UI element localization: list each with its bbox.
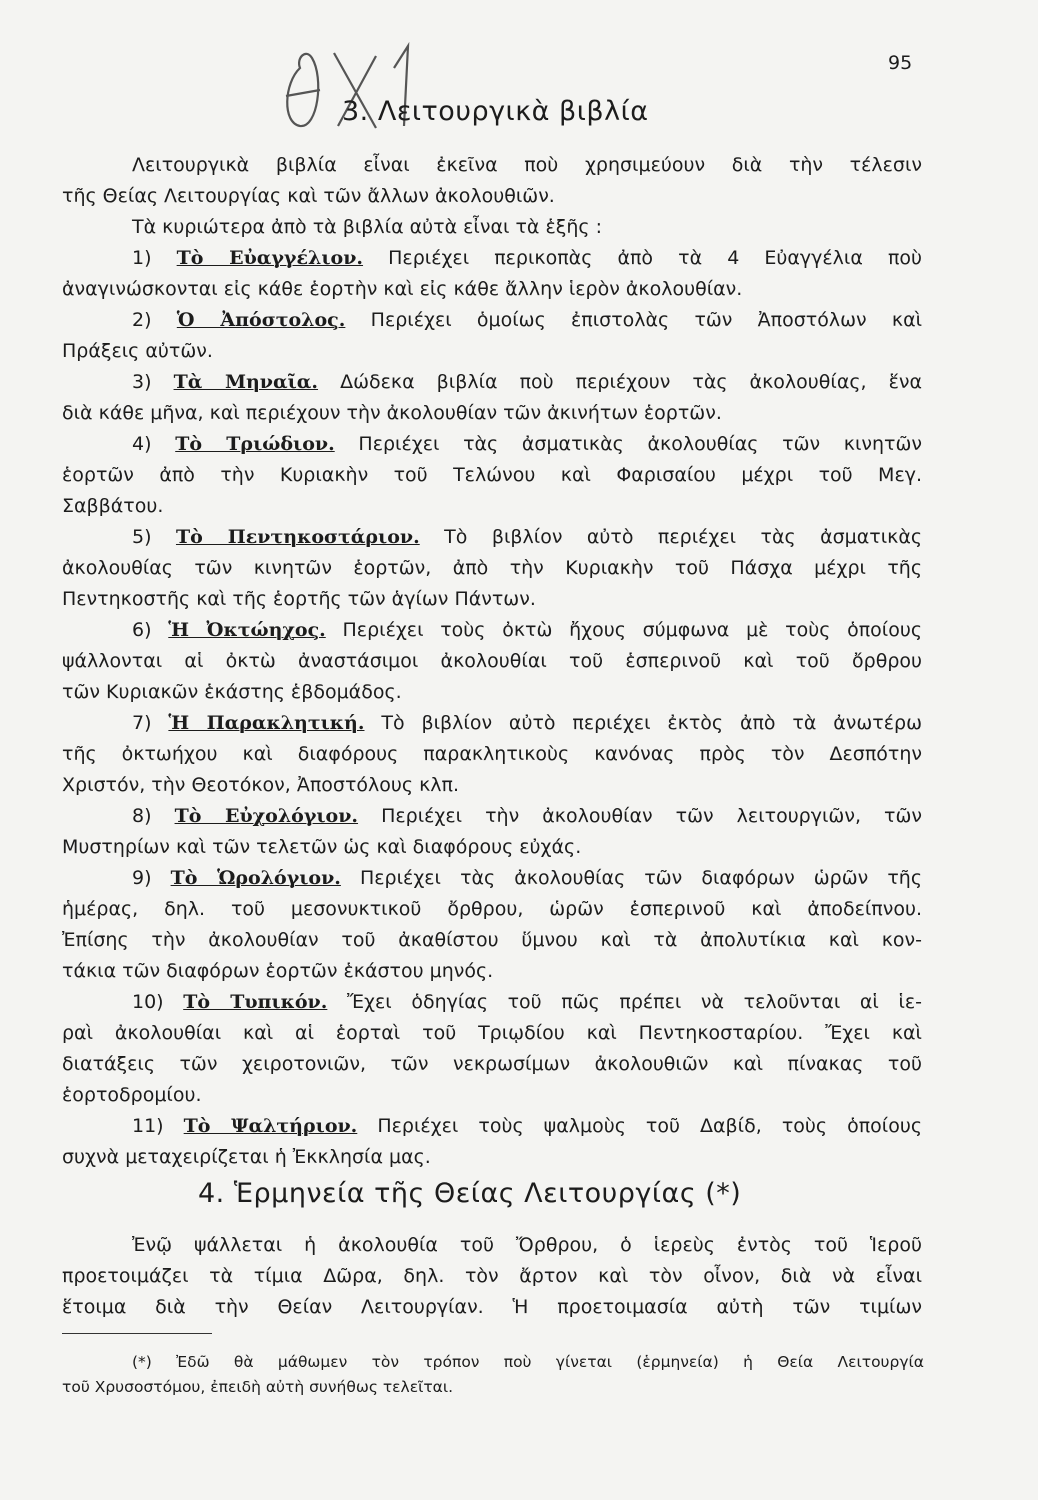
section-4-body [62,1230,922,1323]
book-entry-continuation-line: ραὶ ἀκολουθίαι καὶ αἱ ἑορταὶ τοῦ Τριῳδίου καὶ Πεντηκοσταρίου. Ἔχει καὶ [62,1022,922,1044]
book-entry-continuation-line: Χριστόν, τὴν Θεοτόκον, Ἀποστόλους κλπ. [62,774,460,796]
book-entry-text: Περιέχει περικοπὰς ἀπὸ τὰ 4 Εὐαγγέλια ποὺ [388,247,922,269]
book-entry-title: Τὸ Πεντηκοστάριον. [175,526,420,548]
book-entry-continuation-line: τάκια τῶν διαφόρων ἑορτῶν ἑκάστου μηνός. [62,960,494,982]
book-entry-continuation-line: ἑορτοδρομίου. [62,1084,202,1106]
book-entry-first-line [62,801,922,832]
book-entry-continuation-line: Ἐπίσης τὴν ἀκολουθίαν τοῦ ἀκαθίστου ὕμνου καὶ τὰ ἀπολυτίκια καὶ κον- [62,929,922,951]
book-entry-number: 6) [132,619,152,641]
footnote-line: τοῦ Χρυσοστόμου, ἐπειδὴ αὐτὴ συνήθως τελεῖται. [62,1378,454,1396]
book-entry-number: 2) [132,309,152,331]
book-entry-text: Δώδεκα βιβλία ποὺ περιέχουν τὰς ἀκολουθίας, ἕνα [340,371,922,393]
book-entry-text: Περιέχει ὁμοίως ἐπιστολὰς τῶν Ἀποστόλων καὶ [370,309,922,331]
book-entry-first-line [62,987,922,1018]
book-entry-number: 4) [132,433,152,455]
section-3-heading: 3. Λειτουργικὰ βιβλία [342,96,649,127]
book-entry-text: Τὸ βιβλίον αὐτὸ περιέχει ἐκτὸς ἀπὸ τὰ ἀνωτέρω [381,712,922,734]
paragraph-line: προετοιμάζει τὰ τίμια Δῶρα, δηλ. τὸν ἄρτον καὶ τὸν οἶνον, διὰ νὰ εἶναι [62,1265,922,1287]
book-entry-continuation-line: τῶν Κυριακῶν ἑκάστης ἑβδομάδος. [62,681,402,703]
book-entry-first-line [62,243,922,274]
book-entry-continuation-line: ψάλλονται αἱ ὀκτὼ ἀναστάσιμοι ἀκολουθίαι τοῦ ἑσπερινοῦ καὶ τοῦ ὄρθρου [62,650,922,672]
book-entry-number: 8) [132,805,152,827]
book-entry-number: 11) [132,1115,164,1137]
book-entry-continuation-line: ἡμέρας, δηλ. τοῦ μεσονυκτικοῦ ὄρθρου, ὡρῶν ἑσπερινοῦ καὶ ἀποδείπνου. [62,898,922,920]
footnote-line: (*) Ἐδῶ θὰ μάθωμεν τὸν τρόπον ποὺ γίνεται (ἑρμηνεία) ἡ Θεία Λειτουργία [132,1353,924,1371]
book-entry-title: Ὁ Ἀπόστολος. [176,309,346,331]
book-entry-continuation-line: ἀκολουθίας τῶν κινητῶν ἑορτῶν, ἀπὸ τὴν Κυριακὴν τοῦ Πάσχα μέχρι τῆς [62,557,922,579]
book-entry-first-line [62,522,922,553]
liturgical-book-list [62,243,922,1173]
book-entry-text: Περιέχει τὰς ἀκολουθίας τῶν διαφόρων ὡρῶν τῆς [360,867,922,889]
book-entry-title: Τὸ Ὡρολόγιον. [170,867,341,889]
book-entry-first-line [62,615,922,646]
book-entry-number: 1) [132,247,152,269]
paragraph-line: ἕτοιμα διὰ τὴν Θείαν Λειτουργίαν. Ἡ προετοιμασία αὐτὴ τῶν τιμίων [62,1296,922,1318]
book-entry-text: Ἔχει ὁδηγίας τοῦ πῶς πρέπει νὰ τελοῦνται αἱ ἱε- [346,991,922,1013]
section-3-body [62,150,922,1173]
book-entry-first-line [62,1111,922,1142]
book-entry-number: 7) [132,712,152,734]
book-entry-text: Περιέχει τὰς ἀσματικὰς ἀκολουθίας τῶν κινητῶν [358,433,922,455]
book-entry-first-line [62,429,922,460]
book-entry-number: 3) [132,371,152,393]
footnote [62,1350,924,1400]
book-entry-continuation-line: τῆς ὀκτωήχου καὶ διαφόρους παρακλητικοὺς κανόνας πρὸς τὸν Δεσπότην [62,743,922,765]
book-entry-continuation-line: διὰ κάθε μῆνα, καὶ περιέχουν τὴν ἀκολουθίαν τῶν ἀκινήτων ἑορτῶν. [62,402,722,424]
paragraph-line: Ἐνῷ ψάλλεται ἡ ἀκολουθία τοῦ Ὄρθρου, ὁ ἱερεὺς ἐντὸς τοῦ Ἱεροῦ [132,1234,922,1256]
book-entry-continuation-line: ἑορτῶν ἀπὸ τὴν Κυριακὴν τοῦ Τελώνου καὶ Φαρισαίου μέχρι τοῦ Μεγ. [62,464,922,486]
book-entry-first-line [62,863,922,894]
book-entry-title: Τὸ Εὐαγγέλιον. [176,247,364,269]
footnote-divider [62,1333,212,1334]
book-entry-continuation-line: Μυστηρίων καὶ τῶν τελετῶν ὡς καὶ διαφόρους εὐχάς. [62,836,582,858]
book-entry-number: 5) [132,526,152,548]
book-entry-text: Περιέχει τὴν ἀκολουθίαν τῶν λειτουργιῶν, τῶν [381,805,922,827]
book-entry-first-line [62,708,922,739]
book-entry-text: Περιέχει τοὺς ψαλμοὺς τοῦ Δαβίδ, τοὺς ὁποίους [377,1115,922,1137]
book-entry-first-line [62,367,922,398]
intro-line: τῆς Θείας Λειτουργίας καὶ τῶν ἄλλων ἀκολουθιῶν. [62,185,555,207]
book-entry-title: Ἡ Ὀκτώηχος. [168,619,326,641]
book-entry-title: Τὸ Εὐχολόγιον. [174,805,359,827]
book-entry-title: Τὰ Μηναῖα. [173,371,319,393]
book-entry-title: Τὸ Τριώδιον. [175,433,335,455]
book-entry-text: Τὸ βιβλίον αὐτὸ περιέχει τὰς ἀσματικὰς [444,526,922,548]
book-entry-continuation-line: ἀναγινώσκονται εἰς κάθε ἑορτὴν καὶ εἰς κάθε ἄλλην ἱερὸν ἀκολουθίαν. [62,278,743,300]
intro-line: Λειτουργικὰ βιβλία εἶναι ἐκεῖνα ποὺ χρησιμεύουν διὰ τὴν τέλεσιν [132,154,922,176]
book-entry-title: Τὸ Ψαλτήριον. [183,1115,358,1137]
page-number: 95 [888,52,913,74]
book-entry-continuation-line: Σαββάτου. [62,495,164,517]
book-entry-title: Ἡ Παρακλητική. [168,712,365,734]
book-entry-text: Περιέχει τοὺς ὀκτὼ ἤχους σύμφωνα μὲ τοὺς ὁποίους [342,619,922,641]
book-entry-continuation-line: Πεντηκοστῆς καὶ τῆς ἑορτῆς τῶν ἁγίων Πάντων. [62,588,536,610]
book-entry-first-line [62,305,922,336]
book-entry-continuation-line: Πράξεις αὐτῶν. [62,340,213,362]
section-4-heading: 4. Ἑρμηνεία τῆς Θείας Λειτουργίας (*) [198,1178,742,1209]
intro-line: Τὰ κυριώτερα ἀπὸ τὰ βιβλία αὐτὰ εἶναι τὰ ἑξῆς : [132,216,602,238]
book-entry-number: 9) [132,867,152,889]
book-entry-number: 10) [132,991,164,1013]
book-entry-continuation-line: συχνὰ μεταχειρίζεται ἡ Ἐκκλησία μας. [62,1146,431,1168]
book-entry-continuation-line: διατάξεις τῶν χειροτονιῶν, τῶν νεκρωσίμων ἀκολουθιῶν καὶ πίνακας τοῦ [62,1053,922,1075]
book-entry-title: Τὸ Τυπικόν. [183,991,328,1013]
